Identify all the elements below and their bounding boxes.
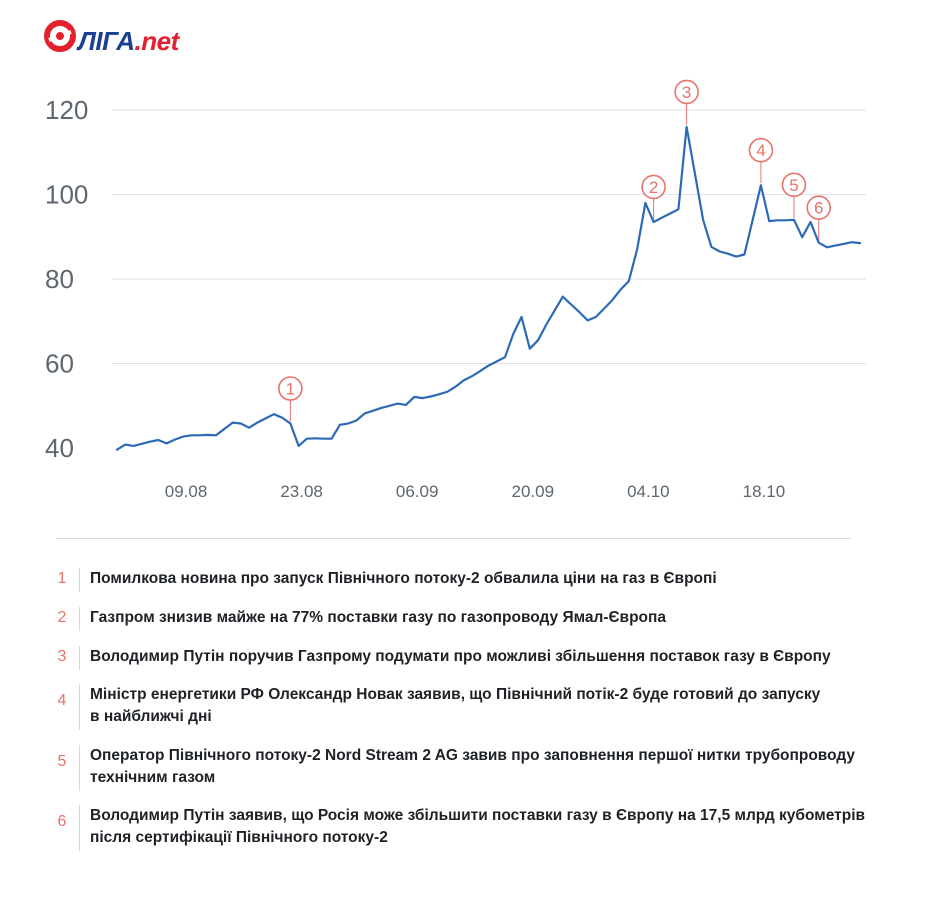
- note-divider: [79, 646, 80, 670]
- y-tick-label: 40: [45, 433, 74, 463]
- annotation-number: 1: [285, 379, 296, 399]
- annotation-marker-2: [642, 175, 665, 198]
- annotation-marker-5: [782, 173, 805, 196]
- annotation-number: 2: [648, 177, 659, 197]
- note-text-line: після сертифікації Північного потоку-2: [90, 829, 388, 846]
- note-item-1: [0, 568, 925, 592]
- note-text: [90, 607, 890, 629]
- note-text-line: Володимир Путін поручив Газпрому подумати про можливі збільшення поставок газу в Європу: [90, 648, 831, 665]
- annotation-leaders: [290, 104, 818, 422]
- note-item-6: [0, 805, 925, 851]
- note-text-line: в найближчі дні: [90, 708, 212, 725]
- x-tick-label: 09.08: [164, 482, 208, 501]
- note-text: [90, 568, 890, 590]
- note-text: [90, 805, 890, 849]
- note-text: [90, 745, 890, 789]
- note-text-line: Міністр енергетики РФ Олександр Новак заявив, що Північний потік-2 буде готовий до запуску: [90, 686, 821, 703]
- annotation-marker-4: [749, 139, 772, 162]
- note-text: [90, 646, 890, 668]
- note-text-line: Володимир Путін заявив, що Росія може збільшити поставки газу в Європу на 17,5 млрд кубометрів: [90, 807, 866, 824]
- note-number: 5: [57, 753, 67, 770]
- note-number: 1: [57, 570, 67, 587]
- note-number: 4: [57, 692, 67, 709]
- note-divider: [79, 805, 80, 851]
- separator-line: [56, 538, 851, 539]
- y-tick-label: 60: [45, 348, 74, 379]
- annotation-marker-1: [279, 377, 302, 400]
- annotation-marker-6: [807, 196, 830, 219]
- note-divider: [79, 568, 80, 592]
- annotation-number: 3: [681, 82, 692, 102]
- note-text-line: Помилкова новина про запуск Північного потоку-2 обвалила ціни на газ в Європі: [90, 570, 717, 587]
- note-text-line: технічним газом: [90, 769, 216, 786]
- note-text: [90, 684, 890, 728]
- y-tick-label: 80: [45, 264, 74, 294]
- note-divider: [79, 607, 80, 631]
- note-item-2: [0, 607, 925, 631]
- note-divider: [79, 684, 80, 730]
- note-number: 6: [57, 813, 67, 830]
- brand-name-domain: .net: [134, 25, 179, 56]
- note-item-4: [0, 684, 925, 730]
- note-divider: [79, 745, 80, 791]
- annotation-number: 4: [756, 141, 766, 161]
- x-tick-label: 18.10: [742, 482, 786, 501]
- brand-name-main: ЛІГА: [78, 25, 135, 56]
- y-tick-label: 100: [45, 179, 89, 210]
- x-tick-label: 06.09: [395, 482, 439, 501]
- note-number: 3: [57, 648, 67, 665]
- x-tick-label: 23.08: [280, 482, 323, 501]
- x-axis-ticks: [165, 482, 785, 501]
- note-text-line: Газпром знизив майже на 77% поставки газу по газопроводу Ямал-Європа: [90, 609, 666, 626]
- y-axis-ticks: [45, 95, 88, 463]
- x-tick-label: 20.09: [511, 482, 555, 501]
- annotation-marker-3: [675, 80, 698, 103]
- y-tick-label: 120: [45, 95, 89, 125]
- annotation-number: 5: [789, 175, 799, 195]
- x-tick-label: 04.10: [627, 482, 670, 501]
- note-text-line: Оператор Північного потоку-2 Nord Stream 2 AG завив про заповнення першої нитки трубопроводу: [90, 747, 856, 764]
- note-item-3: [0, 646, 925, 670]
- note-number: 2: [57, 609, 67, 626]
- price-series-line: [117, 127, 860, 450]
- note-item-5: [0, 745, 925, 791]
- annotation-number: 6: [813, 198, 824, 218]
